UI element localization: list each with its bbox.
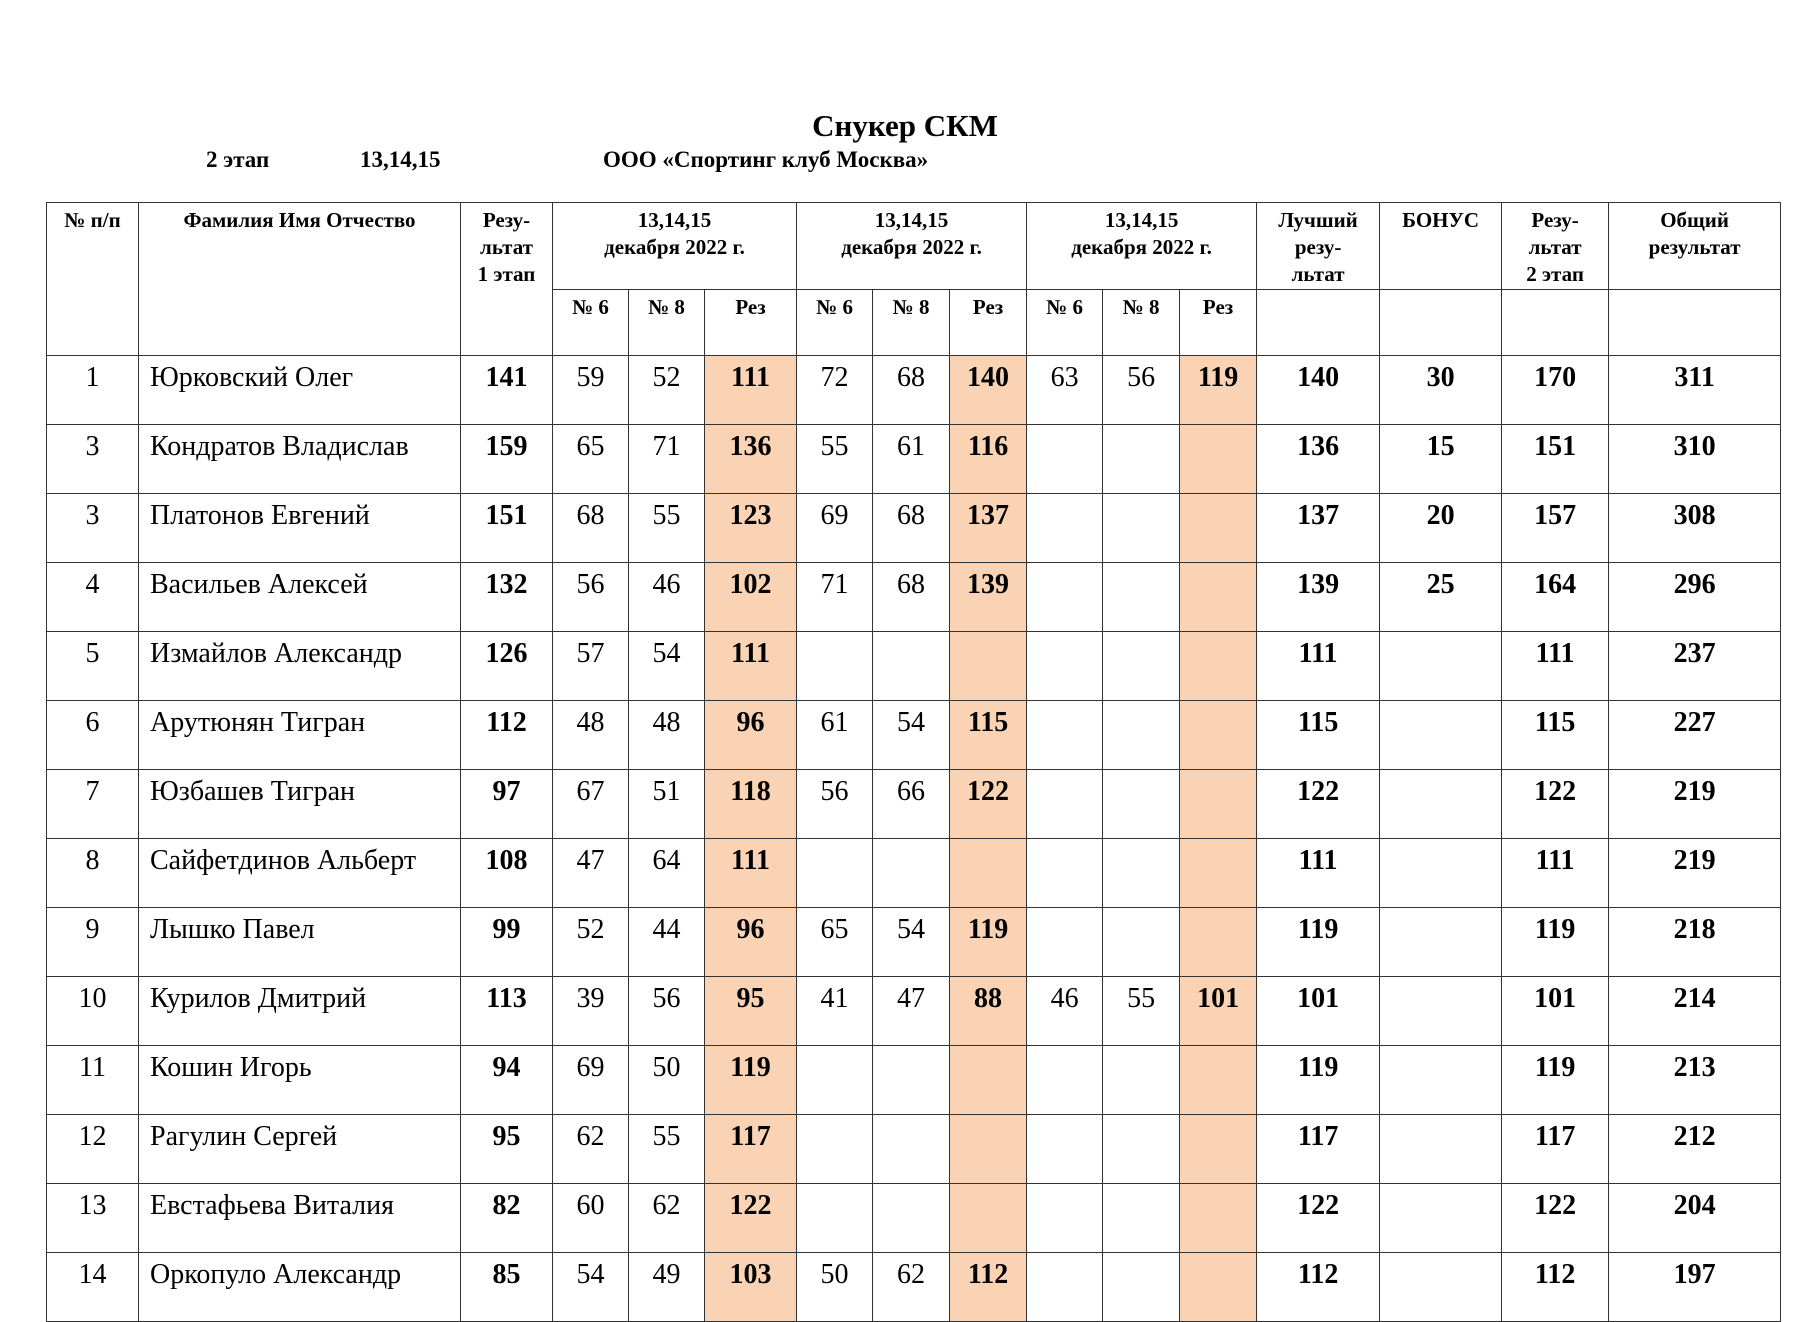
col-header-g3-res: Рез bbox=[1180, 290, 1257, 356]
cell-stage2-result: 117 bbox=[1502, 1115, 1609, 1184]
cell-bonus bbox=[1380, 977, 1502, 1046]
col-header-group-3: 13,14,15 декабря 2022 г. bbox=[1027, 203, 1257, 290]
cell-g3-no8 bbox=[1103, 1253, 1180, 1322]
cell-name: Платонов Евгений bbox=[139, 494, 461, 563]
cell-stage1-result: 113 bbox=[461, 977, 553, 1046]
cell-best-result: 115 bbox=[1257, 701, 1380, 770]
cell-g2-res bbox=[950, 1115, 1027, 1184]
cell-g1-no6: 39 bbox=[553, 977, 629, 1046]
cell-g1-no6: 47 bbox=[553, 839, 629, 908]
cell-g2-no8: 68 bbox=[873, 494, 950, 563]
cell-g2-no6: 56 bbox=[797, 770, 873, 839]
cell-number: 4 bbox=[47, 563, 139, 632]
cell-g1-no6: 48 bbox=[553, 701, 629, 770]
col-header-group-2: 13,14,15 декабря 2022 г. bbox=[797, 203, 1027, 290]
cell-g3-no6 bbox=[1027, 908, 1103, 977]
cell-g3-res bbox=[1180, 770, 1257, 839]
cell-g1-res: 96 bbox=[705, 701, 797, 770]
cell-g2-no6: 71 bbox=[797, 563, 873, 632]
cell-g2-no6 bbox=[797, 632, 873, 701]
cell-g3-no6 bbox=[1027, 839, 1103, 908]
cell-bonus: 20 bbox=[1380, 494, 1502, 563]
col-header-g2-res: Рез bbox=[950, 290, 1027, 356]
cell-stage1-result: 95 bbox=[461, 1115, 553, 1184]
cell-g2-no8 bbox=[873, 1115, 950, 1184]
col-header-stage2: Резу- льтат 2 этап bbox=[1502, 203, 1609, 290]
cell-best-result: 140 bbox=[1257, 356, 1380, 425]
col-header-g3-no6: № 6 bbox=[1027, 290, 1103, 356]
cell-total-result: 227 bbox=[1609, 701, 1781, 770]
cell-bonus bbox=[1380, 701, 1502, 770]
cell-g3-no6 bbox=[1027, 1253, 1103, 1322]
table-row bbox=[47, 563, 1781, 632]
cell-stage1-result: 97 bbox=[461, 770, 553, 839]
cell-g3-res bbox=[1180, 1115, 1257, 1184]
cell-g3-no6 bbox=[1027, 563, 1103, 632]
cell-name: Юрковский Олег bbox=[139, 356, 461, 425]
cell-g2-res: 139 bbox=[950, 563, 1027, 632]
cell-best-result: 137 bbox=[1257, 494, 1380, 563]
table-row bbox=[47, 839, 1781, 908]
cell-total-result: 308 bbox=[1609, 494, 1781, 563]
cell-g2-res: 140 bbox=[950, 356, 1027, 425]
cell-stage1-result: 82 bbox=[461, 1184, 553, 1253]
cell-g3-res: 101 bbox=[1180, 977, 1257, 1046]
col-header-g2-no6: № 6 bbox=[797, 290, 873, 356]
cell-g1-no8: 44 bbox=[629, 908, 705, 977]
cell-g1-no8: 49 bbox=[629, 1253, 705, 1322]
cell-g1-res: 111 bbox=[705, 632, 797, 701]
cell-g1-no8: 56 bbox=[629, 977, 705, 1046]
cell-stage2-result: 122 bbox=[1502, 770, 1609, 839]
cell-g1-no6: 57 bbox=[553, 632, 629, 701]
cell-g2-no6: 55 bbox=[797, 425, 873, 494]
cell-g3-no8 bbox=[1103, 494, 1180, 563]
cell-g1-res: 122 bbox=[705, 1184, 797, 1253]
cell-best-result: 111 bbox=[1257, 839, 1380, 908]
table-row bbox=[47, 494, 1781, 563]
cell-stage1-result: 132 bbox=[461, 563, 553, 632]
cell-best-result: 139 bbox=[1257, 563, 1380, 632]
cell-g2-no8: 47 bbox=[873, 977, 950, 1046]
cell-g2-res bbox=[950, 1046, 1027, 1115]
cell-g1-no6: 60 bbox=[553, 1184, 629, 1253]
table-row bbox=[47, 701, 1781, 770]
cell-best-result: 111 bbox=[1257, 632, 1380, 701]
cell-name: Рагулин Сергей bbox=[139, 1115, 461, 1184]
cell-g3-no8 bbox=[1103, 563, 1180, 632]
cell-g2-res: 112 bbox=[950, 1253, 1027, 1322]
cell-g3-no6 bbox=[1027, 1046, 1103, 1115]
cell-g2-no8: 62 bbox=[873, 1253, 950, 1322]
table-row bbox=[47, 632, 1781, 701]
cell-g3-res bbox=[1180, 1184, 1257, 1253]
cell-stage2-result: 101 bbox=[1502, 977, 1609, 1046]
cell-number: 11 bbox=[47, 1046, 139, 1115]
cell-best-result: 117 bbox=[1257, 1115, 1380, 1184]
col-header-best: Лучший резу- льтат bbox=[1257, 203, 1380, 290]
cell-g3-no6 bbox=[1027, 770, 1103, 839]
cell-g3-res: 119 bbox=[1180, 356, 1257, 425]
stage-label: 2 этап bbox=[206, 147, 270, 172]
cell-name: Оркопуло Александр bbox=[139, 1253, 461, 1322]
cell-g3-no6 bbox=[1027, 1115, 1103, 1184]
cell-g2-no8: 61 bbox=[873, 425, 950, 494]
cell-number: 10 bbox=[47, 977, 139, 1046]
cell-number: 12 bbox=[47, 1115, 139, 1184]
col-header-name: Фамилия Имя Отчество bbox=[139, 203, 461, 356]
cell-g3-res bbox=[1180, 839, 1257, 908]
cell-g2-no6 bbox=[797, 1046, 873, 1115]
cell-stage1-result: 112 bbox=[461, 701, 553, 770]
col-header-stage2-empty bbox=[1502, 290, 1609, 356]
col-header-best-empty bbox=[1257, 290, 1380, 356]
cell-g2-no6 bbox=[797, 1184, 873, 1253]
cell-stage2-result: 119 bbox=[1502, 908, 1609, 977]
cell-total-result: 214 bbox=[1609, 977, 1781, 1046]
cell-total-result: 213 bbox=[1609, 1046, 1781, 1115]
cell-g2-no8 bbox=[873, 839, 950, 908]
cell-g1-no8: 55 bbox=[629, 494, 705, 563]
cell-g2-no8 bbox=[873, 1046, 950, 1115]
cell-g3-no6 bbox=[1027, 494, 1103, 563]
col-header-bonus-empty bbox=[1380, 290, 1502, 356]
cell-total-result: 219 bbox=[1609, 770, 1781, 839]
cell-number: 9 bbox=[47, 908, 139, 977]
cell-g1-no6: 65 bbox=[553, 425, 629, 494]
table-row bbox=[47, 1115, 1781, 1184]
cell-bonus bbox=[1380, 1046, 1502, 1115]
cell-best-result: 119 bbox=[1257, 1046, 1380, 1115]
cell-g1-res: 102 bbox=[705, 563, 797, 632]
cell-g1-no6: 62 bbox=[553, 1115, 629, 1184]
cell-g1-res: 136 bbox=[705, 425, 797, 494]
dates-label: 13,14,15 bbox=[360, 147, 441, 172]
cell-stage1-result: 94 bbox=[461, 1046, 553, 1115]
cell-name: Кошин Игорь bbox=[139, 1046, 461, 1115]
cell-g3-no8 bbox=[1103, 701, 1180, 770]
cell-g2-res: 137 bbox=[950, 494, 1027, 563]
col-header-g3-no8: № 8 bbox=[1103, 290, 1180, 356]
cell-total-result: 310 bbox=[1609, 425, 1781, 494]
table-row bbox=[47, 908, 1781, 977]
cell-stage2-result: 170 bbox=[1502, 356, 1609, 425]
cell-g1-no8: 50 bbox=[629, 1046, 705, 1115]
cell-g1-res: 96 bbox=[705, 908, 797, 977]
cell-name: Курилов Дмитрий bbox=[139, 977, 461, 1046]
cell-g3-no8 bbox=[1103, 1046, 1180, 1115]
cell-g2-res bbox=[950, 1184, 1027, 1253]
cell-g3-res bbox=[1180, 701, 1257, 770]
cell-g2-no6: 69 bbox=[797, 494, 873, 563]
cell-name: Кондратов Владислав bbox=[139, 425, 461, 494]
table-row bbox=[47, 425, 1781, 494]
cell-stage1-result: 141 bbox=[461, 356, 553, 425]
cell-best-result: 112 bbox=[1257, 1253, 1380, 1322]
col-header-stage1: Резу- льтат 1 этап bbox=[461, 203, 553, 356]
table-row bbox=[47, 1046, 1781, 1115]
cell-bonus: 25 bbox=[1380, 563, 1502, 632]
cell-g1-no8: 48 bbox=[629, 701, 705, 770]
cell-g1-no6: 56 bbox=[553, 563, 629, 632]
cell-g3-no8 bbox=[1103, 908, 1180, 977]
cell-g1-no6: 59 bbox=[553, 356, 629, 425]
cell-stage2-result: 119 bbox=[1502, 1046, 1609, 1115]
cell-g2-no8: 54 bbox=[873, 701, 950, 770]
cell-total-result: 204 bbox=[1609, 1184, 1781, 1253]
cell-g1-no6: 52 bbox=[553, 908, 629, 977]
cell-g1-res: 119 bbox=[705, 1046, 797, 1115]
cell-bonus bbox=[1380, 1184, 1502, 1253]
cell-stage1-result: 85 bbox=[461, 1253, 553, 1322]
cell-name: Сайфетдинов Альберт bbox=[139, 839, 461, 908]
page-title: Снукер СКМ bbox=[812, 108, 998, 143]
cell-g3-res bbox=[1180, 632, 1257, 701]
cell-g3-no6: 46 bbox=[1027, 977, 1103, 1046]
cell-g1-res: 118 bbox=[705, 770, 797, 839]
cell-g3-no6 bbox=[1027, 1184, 1103, 1253]
cell-g1-no8: 46 bbox=[629, 563, 705, 632]
cell-total-result: 237 bbox=[1609, 632, 1781, 701]
cell-number: 13 bbox=[47, 1184, 139, 1253]
cell-bonus bbox=[1380, 770, 1502, 839]
table-row bbox=[47, 770, 1781, 839]
cell-stage2-result: 157 bbox=[1502, 494, 1609, 563]
cell-stage1-result: 108 bbox=[461, 839, 553, 908]
cell-bonus bbox=[1380, 1253, 1502, 1322]
cell-stage2-result: 111 bbox=[1502, 839, 1609, 908]
cell-g2-res bbox=[950, 839, 1027, 908]
cell-g2-res: 122 bbox=[950, 770, 1027, 839]
col-header-g2-no8: № 8 bbox=[873, 290, 950, 356]
cell-number: 1 bbox=[47, 356, 139, 425]
cell-g3-res bbox=[1180, 494, 1257, 563]
cell-name: Евстафьева Виталия bbox=[139, 1184, 461, 1253]
cell-g2-no6 bbox=[797, 1115, 873, 1184]
cell-g2-no6: 61 bbox=[797, 701, 873, 770]
col-header-group-1: 13,14,15 декабря 2022 г. bbox=[553, 203, 797, 290]
cell-g3-res bbox=[1180, 563, 1257, 632]
cell-g2-res: 116 bbox=[950, 425, 1027, 494]
cell-g1-no8: 55 bbox=[629, 1115, 705, 1184]
cell-g1-res: 103 bbox=[705, 1253, 797, 1322]
cell-g1-no8: 52 bbox=[629, 356, 705, 425]
cell-bonus bbox=[1380, 1115, 1502, 1184]
cell-g2-no8: 68 bbox=[873, 356, 950, 425]
cell-g3-no6 bbox=[1027, 632, 1103, 701]
table-row bbox=[47, 1253, 1781, 1322]
cell-g2-no6: 65 bbox=[797, 908, 873, 977]
table-row bbox=[47, 977, 1781, 1046]
cell-stage2-result: 111 bbox=[1502, 632, 1609, 701]
club-name: ООО «Спортинг клуб Москва» bbox=[603, 147, 929, 172]
cell-name: Арутюнян Тигран bbox=[139, 701, 461, 770]
cell-total-result: 212 bbox=[1609, 1115, 1781, 1184]
cell-g3-no8 bbox=[1103, 425, 1180, 494]
col-header-bonus: БОНУС bbox=[1380, 203, 1502, 290]
cell-g1-no8: 62 bbox=[629, 1184, 705, 1253]
cell-g1-no8: 51 bbox=[629, 770, 705, 839]
cell-bonus bbox=[1380, 632, 1502, 701]
cell-total-result: 296 bbox=[1609, 563, 1781, 632]
cell-g3-no8: 56 bbox=[1103, 356, 1180, 425]
cell-g2-no8: 54 bbox=[873, 908, 950, 977]
cell-g3-res bbox=[1180, 1253, 1257, 1322]
cell-g1-no6: 68 bbox=[553, 494, 629, 563]
cell-g3-no8 bbox=[1103, 632, 1180, 701]
cell-g3-no6 bbox=[1027, 425, 1103, 494]
col-header-g1-res: Рез bbox=[705, 290, 797, 356]
cell-g2-no6: 50 bbox=[797, 1253, 873, 1322]
cell-g2-no6 bbox=[797, 839, 873, 908]
cell-g3-res bbox=[1180, 908, 1257, 977]
cell-g2-no8: 68 bbox=[873, 563, 950, 632]
cell-g3-no8 bbox=[1103, 1115, 1180, 1184]
cell-best-result: 136 bbox=[1257, 425, 1380, 494]
cell-g2-no8 bbox=[873, 1184, 950, 1253]
cell-best-result: 122 bbox=[1257, 770, 1380, 839]
cell-g2-no8: 66 bbox=[873, 770, 950, 839]
cell-stage1-result: 151 bbox=[461, 494, 553, 563]
cell-total-result: 311 bbox=[1609, 356, 1781, 425]
cell-best-result: 122 bbox=[1257, 1184, 1380, 1253]
col-header-total-empty bbox=[1609, 290, 1781, 356]
cell-g3-no6 bbox=[1027, 701, 1103, 770]
cell-number: 5 bbox=[47, 632, 139, 701]
cell-number: 3 bbox=[47, 425, 139, 494]
cell-g2-res: 119 bbox=[950, 908, 1027, 977]
cell-g1-no8: 71 bbox=[629, 425, 705, 494]
cell-number: 3 bbox=[47, 494, 139, 563]
cell-number: 7 bbox=[47, 770, 139, 839]
cell-name: Юзбашев Тигран bbox=[139, 770, 461, 839]
cell-g3-no8: 55 bbox=[1103, 977, 1180, 1046]
cell-number: 6 bbox=[47, 701, 139, 770]
cell-g1-no6: 69 bbox=[553, 1046, 629, 1115]
cell-g2-res: 88 bbox=[950, 977, 1027, 1046]
cell-total-result: 219 bbox=[1609, 839, 1781, 908]
cell-g3-no8 bbox=[1103, 839, 1180, 908]
cell-stage2-result: 115 bbox=[1502, 701, 1609, 770]
cell-g1-no6: 54 bbox=[553, 1253, 629, 1322]
cell-g1-no6: 67 bbox=[553, 770, 629, 839]
cell-total-result: 197 bbox=[1609, 1253, 1781, 1322]
results-table bbox=[46, 202, 1781, 1322]
cell-g2-no8 bbox=[873, 632, 950, 701]
cell-g3-res bbox=[1180, 1046, 1257, 1115]
table-row bbox=[47, 356, 1781, 425]
cell-g2-no6: 72 bbox=[797, 356, 873, 425]
cell-g2-res: 115 bbox=[950, 701, 1027, 770]
cell-bonus: 30 bbox=[1380, 356, 1502, 425]
cell-bonus bbox=[1380, 908, 1502, 977]
cell-number: 14 bbox=[47, 1253, 139, 1322]
cell-g3-no8 bbox=[1103, 770, 1180, 839]
table-row bbox=[47, 1184, 1781, 1253]
cell-g1-no8: 64 bbox=[629, 839, 705, 908]
col-header-number: № п/п bbox=[47, 203, 139, 356]
cell-g1-res: 123 bbox=[705, 494, 797, 563]
cell-g1-res: 111 bbox=[705, 839, 797, 908]
cell-g1-no8: 54 bbox=[629, 632, 705, 701]
cell-stage2-result: 112 bbox=[1502, 1253, 1609, 1322]
cell-bonus: 15 bbox=[1380, 425, 1502, 494]
cell-g1-res: 95 bbox=[705, 977, 797, 1046]
cell-stage2-result: 151 bbox=[1502, 425, 1609, 494]
col-header-g1-no6: № 6 bbox=[553, 290, 629, 356]
cell-name: Васильев Алексей bbox=[139, 563, 461, 632]
col-header-g1-no8: № 8 bbox=[629, 290, 705, 356]
cell-g3-no8 bbox=[1103, 1184, 1180, 1253]
cell-g1-res: 111 bbox=[705, 356, 797, 425]
cell-best-result: 119 bbox=[1257, 908, 1380, 977]
cell-stage2-result: 122 bbox=[1502, 1184, 1609, 1253]
cell-g1-res: 117 bbox=[705, 1115, 797, 1184]
cell-stage2-result: 164 bbox=[1502, 563, 1609, 632]
cell-number: 8 bbox=[47, 839, 139, 908]
cell-name: Лышко Павел bbox=[139, 908, 461, 977]
cell-stage1-result: 126 bbox=[461, 632, 553, 701]
cell-g2-res bbox=[950, 632, 1027, 701]
cell-g3-no6: 63 bbox=[1027, 356, 1103, 425]
col-header-total: Общий результат bbox=[1609, 203, 1781, 290]
cell-bonus bbox=[1380, 839, 1502, 908]
cell-stage1-result: 99 bbox=[461, 908, 553, 977]
cell-stage1-result: 159 bbox=[461, 425, 553, 494]
header-row bbox=[47, 203, 1781, 290]
cell-g2-no6: 41 bbox=[797, 977, 873, 1046]
cell-g3-res bbox=[1180, 425, 1257, 494]
cell-best-result: 101 bbox=[1257, 977, 1380, 1046]
cell-total-result: 218 bbox=[1609, 908, 1781, 977]
cell-name: Измайлов Александр bbox=[139, 632, 461, 701]
